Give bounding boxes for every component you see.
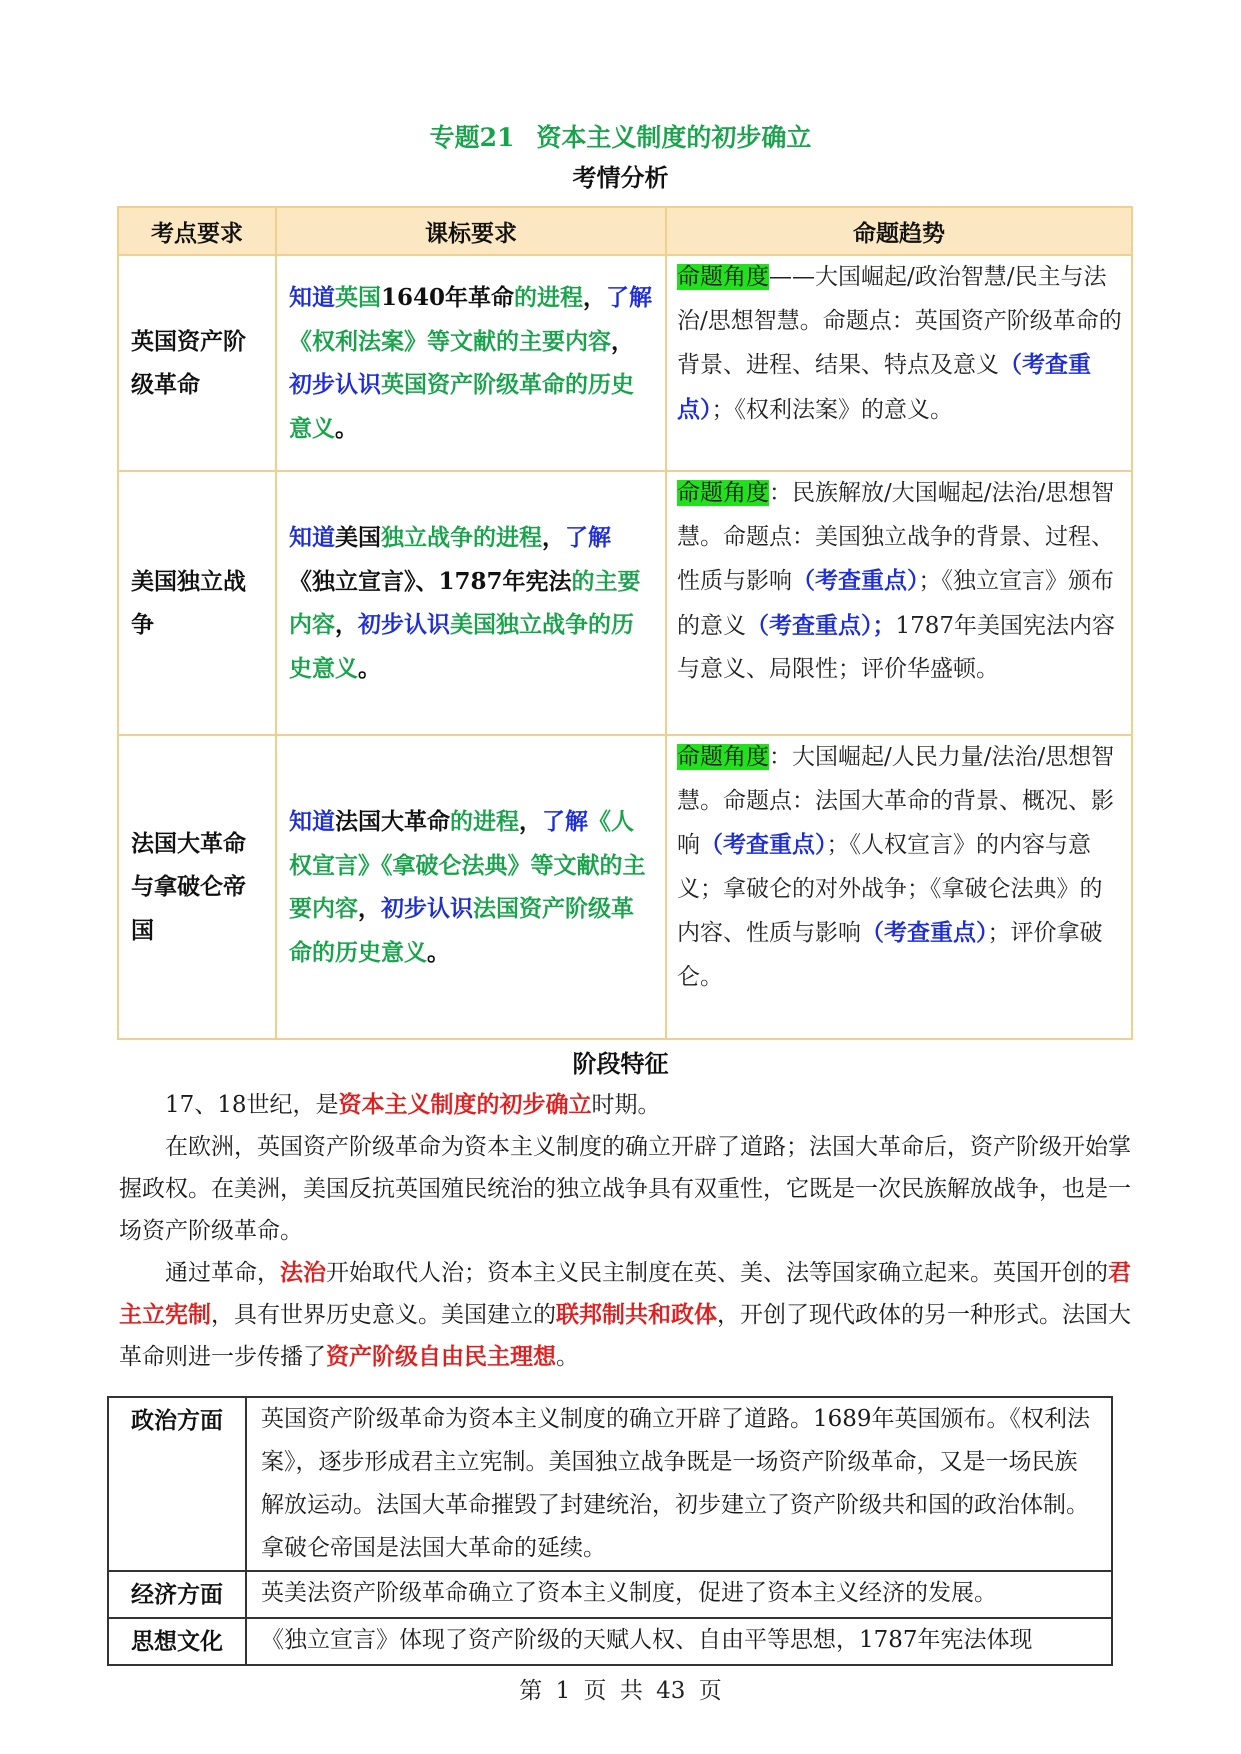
text-segment: 法治 <box>280 1259 326 1286</box>
text-segment: 《人权宣言》《拿破仑法典》等文献的主要内容 <box>289 808 646 922</box>
text-segment: 初步认识 <box>381 895 473 922</box>
text-segment: 独立战争的进程 <box>381 524 542 551</box>
table-header-row <box>118 207 1132 255</box>
aspect-text: 英国资产阶级革命为资本主义制度的确立开辟了道路。1689年英国颁布。《权利法案》，逐步形成君主立宪制。美国独立战争既是一场资产阶级革命，又是一场民族解放运动。法国大革命摧毁了封建统治，初步建立了资产阶级共和国的政治体制。拿破仑帝国是法国大革命的延续。 <box>246 1397 1112 1571</box>
text-segment: ， <box>542 524 565 551</box>
text-segment: ：大国崛起/人民力量/法治/思想智慧。命题点：法国大革命的背景、概况、影响 <box>677 744 1115 858</box>
table-row <box>108 1571 1112 1618</box>
text-segment: 知道 <box>289 808 335 835</box>
table-row <box>118 735 1132 1039</box>
table-row <box>118 255 1132 471</box>
header-topic: 考点要求 <box>118 207 276 255</box>
text-segment: 通过革命， <box>165 1260 280 1286</box>
trend-cell <box>666 255 1132 471</box>
text-segment: ；《人权宣言》的内容与意义；拿破仑的对外战争；《拿破仑法典》的内容、性质与影响 <box>677 832 1103 946</box>
aspects-table <box>107 1396 1113 1666</box>
text-segment: 了解 <box>606 284 653 311</box>
text-segment: ， <box>611 327 634 355</box>
text-segment: ， <box>519 808 542 835</box>
topic-number: 专题21 <box>429 123 515 152</box>
text-segment: 英国 <box>335 284 381 311</box>
text-segment: ， <box>358 895 381 922</box>
topic-cell: 美国独立战争 <box>118 471 276 735</box>
text-segment: 法国资产阶级革命的历史意义 <box>289 895 634 966</box>
standard-cell <box>276 471 666 735</box>
text-segment: （考查重点） <box>700 831 827 858</box>
text-segment: 。 <box>358 654 381 682</box>
text-segment: ，具有世界历史意义。美国建立的 <box>211 1302 556 1328</box>
header-trend: 命题趋势 <box>666 207 1132 255</box>
text-segment: （考查重点） <box>792 567 919 594</box>
page-footer: 第 1 页 共 43 页 <box>519 1678 722 1704</box>
aspect-text: 《独立宣言》体现了资产阶级的天赋人权、自由平等思想，1787年宪法体现 <box>246 1618 1112 1665</box>
header-standard: 课标要求 <box>276 207 666 255</box>
standard-cell <box>276 255 666 471</box>
text-segment: ：民族解放/大国崛起/法治/思想智慧。命题点：美国独立战争的背景、过程、性质与影响 <box>677 480 1115 594</box>
text-segment: 在欧洲，英国资产阶级革命为资本主义制度的确立开辟了道路；法国大革命后，资产阶级开始掌握政权。在美洲，美国反抗英国殖民统治的独立战争具有双重性，它既是一次民族解放战争，也是一场资产阶级革命。 <box>119 1134 1131 1244</box>
topic-cell: 英国资产阶级革命 <box>118 255 276 471</box>
text-segment: 17、18世纪，是 <box>165 1092 339 1118</box>
text-segment: 君主立宪制 <box>119 1259 1131 1328</box>
text-segment: 初步认识 <box>358 611 450 638</box>
exam-analysis-table <box>117 206 1133 1040</box>
text-segment: 联邦制共和政体 <box>556 1301 717 1328</box>
trend-cell <box>666 735 1132 1039</box>
text-segment: 命题角度 <box>677 480 769 506</box>
text-segment: 《独立宣言》、1787年宪法 <box>289 567 572 595</box>
text-segment: 命题角度 <box>677 264 769 290</box>
section-heading-analysis: 考情分析 <box>572 163 669 192</box>
text-segment: 美国独立战争的历史意义 <box>289 611 634 682</box>
text-segment: 。 <box>556 1344 579 1370</box>
section-heading-features: 阶段特征 <box>572 1049 669 1078</box>
text-segment: 法国大革命 <box>335 808 450 835</box>
paragraph <box>119 1252 1131 1378</box>
text-segment: 了解 <box>542 808 588 835</box>
text-segment: 命题角度 <box>677 744 769 770</box>
table-row <box>108 1618 1112 1665</box>
text-segment: （考查重点） <box>677 351 1091 423</box>
standard-cell <box>276 735 666 1039</box>
text-segment: ——大国崛起/政治智慧/民主与法治/思想智慧。命题点：英国资产阶级革命的背景、进程、结果、特点及意义 <box>677 264 1122 378</box>
text-segment: 的进程 <box>450 808 519 835</box>
table-row <box>118 471 1132 735</box>
paragraph <box>119 1126 1131 1252</box>
text-segment: ，开创了现代政体的另一种形式。法国大革命则进一步传播了 <box>119 1302 1131 1370</box>
text-segment: 1640年革命 <box>381 284 515 311</box>
table-row <box>108 1397 1112 1571</box>
text-segment: ；《权利法案》的意义。 <box>711 396 953 423</box>
aspect-text: 英美法资产阶级革命确立了资本主义制度，促进了资本主义经济的发展。 <box>246 1571 1112 1618</box>
text-segment: （考查重点） <box>861 919 988 946</box>
topic-cell: 法国大革命与拿破仑帝国 <box>118 735 276 1039</box>
text-segment: 初步认识 <box>289 371 381 398</box>
text-segment: 开始取代人治；资本主义民主制度在英、美、法等国家确立起来。英国开创的 <box>326 1260 1108 1286</box>
text-segment: 。 <box>335 414 358 442</box>
text-segment: 时期。 <box>591 1092 661 1118</box>
text-segment: （考查重点）； <box>746 611 896 639</box>
text-segment: 英国资产阶级革命的历史意义 <box>289 371 634 442</box>
text-segment: 1787年美国宪法内容与意义、局限性；评价华盛顿。 <box>677 612 1116 682</box>
text-segment: ；《独立宣言》颁布的意义 <box>677 568 1114 639</box>
text-segment: 知道 <box>289 524 335 551</box>
text-segment: ， <box>583 284 607 311</box>
paragraph <box>119 1084 1131 1126</box>
aspect-label: 政治方面 <box>108 1397 246 1571</box>
text-segment: 。 <box>427 938 450 966</box>
aspect-label: 经济方面 <box>108 1571 246 1618</box>
topic-title: 资本主义制度的初步确立 <box>536 123 812 152</box>
text-segment: 《权利法案》等文献的主要内容 <box>289 327 611 355</box>
text-segment: 了解 <box>565 524 611 551</box>
text-segment: ；评价拿破仑。 <box>677 920 1103 990</box>
text-segment: 的主要内容 <box>289 567 641 638</box>
text-segment: 的进程 <box>514 284 584 311</box>
text-segment: 知道 <box>289 284 335 311</box>
text-segment: 资产阶级自由民主理想 <box>326 1343 556 1370</box>
text-segment: 资本主义制度的初步确立 <box>338 1091 592 1118</box>
text-segment: ， <box>335 611 358 638</box>
page-title <box>0 118 1241 154</box>
text-segment: 美国 <box>335 524 381 551</box>
trend-cell <box>666 471 1132 735</box>
aspect-label: 思想文化 <box>108 1618 246 1665</box>
